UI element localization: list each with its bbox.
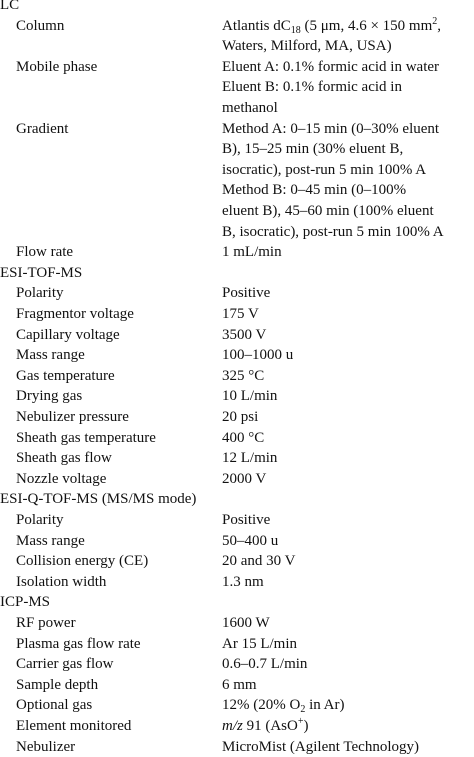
row-element-monitored: [0, 716, 474, 737]
row-nozzle-voltage: [0, 469, 474, 490]
row-mobile-phase: [0, 57, 474, 78]
section-title-esi-qtof: ESI-Q-TOF-MS (MS/MS mode): [0, 491, 197, 508]
param-label: Carrier gas flow: [16, 656, 114, 673]
param-label: Sheath gas flow: [16, 450, 112, 467]
param-value: 1600 W: [222, 615, 270, 631]
param-label: Optional gas: [16, 697, 93, 714]
param-value: 100–1000 u: [222, 347, 294, 364]
param-value: 50–400 u: [222, 532, 279, 549]
row-capillary-voltage: [0, 325, 474, 346]
row-gas-temperature: [0, 366, 474, 387]
param-value: 12% (20% $O_2$ in Ar): [222, 697, 345, 716]
row-rf-power: [0, 613, 474, 634]
row-collision-energy: [0, 551, 474, 572]
param-label: Nozzle voltage: [16, 470, 107, 487]
param-value: 6 mm: [222, 676, 257, 693]
param-label: Nebulizer pressure: [16, 409, 129, 425]
param-label: Capillary voltage: [16, 326, 120, 343]
param-value: 20 and 30 V: [222, 553, 296, 570]
row-mass-range: [0, 531, 474, 552]
param-label: Mobile phase: [16, 58, 98, 75]
section-esi-qtof: [0, 489, 474, 510]
param-label: Plasma gas flow rate: [16, 635, 141, 652]
section-title-esi-tof: ESI-TOF-MS: [0, 264, 83, 281]
param-label: Mass range: [16, 532, 85, 549]
param-label: Isolation width: [16, 573, 107, 590]
param-value-cont: isocratic), post-run 5 min 100% A: [222, 161, 427, 178]
section-lc: [0, 0, 474, 16]
param-label: Nebulizer: [16, 738, 76, 755]
param-value: Atlantis $dC_{18}$ (5 μm, 4.6 × 150 $mm^2$,: [222, 15, 442, 36]
param-label: Fragmentor voltage: [16, 306, 134, 322]
param-value: 1.3 nm: [222, 573, 264, 590]
param-label: Sample depth: [16, 676, 99, 693]
param-value-cont: Method B: 0–45 min (0–100%: [222, 182, 407, 199]
param-value: 0.6–0.7 L/min: [222, 656, 308, 673]
param-value-cont: methanol: [222, 100, 278, 116]
param-value: 175 V: [222, 306, 259, 322]
row-optional-gas: [0, 695, 474, 716]
section-icp-ms: [0, 592, 474, 613]
param-value: 1 mL/min: [222, 244, 282, 261]
param-label: Drying gas: [16, 388, 83, 405]
param-value: 3500 V: [222, 326, 267, 343]
row-nebulizer: [0, 737, 474, 757]
param-label: RF power: [16, 615, 76, 631]
row-polarity: [0, 510, 474, 531]
row-column: [0, 16, 474, 37]
row-nebulizer-pressure: [0, 407, 474, 428]
param-value: Positive: [222, 512, 271, 528]
param-value-cont: B), 15–25 min (30% eluent B,: [222, 141, 404, 158]
row-fragmentor-voltage: [0, 304, 474, 325]
param-label: Flow rate: [16, 244, 74, 261]
param-value: 20 psi: [222, 409, 259, 425]
section-title-lc: LC: [0, 0, 20, 13]
param-label: Gradient: [16, 120, 69, 137]
param-value-cont: Waters, Milford, MA, USA): [222, 38, 392, 55]
param-label: Polarity: [16, 512, 64, 528]
section-title-icp-ms: ICP-MS: [0, 594, 51, 611]
param-value: Ar 15 L/min: [222, 635, 297, 652]
param-label: Gas temperature: [16, 367, 115, 384]
param-value: 400 °C: [222, 429, 265, 446]
param-value-cont: B, isocratic), post-run 5 min 100% A: [222, 223, 444, 240]
param-label: Collision energy (CE): [16, 553, 149, 570]
param-value-cont: eluent B), 45–60 min (100% eluent: [222, 203, 434, 219]
param-value: 12 L/min: [222, 450, 278, 467]
param-value: m/z 91 (AsO+): [222, 716, 309, 734]
param-value: 2000 V: [222, 470, 267, 487]
param-value: Eluent A: 0.1% formic acid in water: [222, 58, 440, 75]
param-label: Column: [16, 17, 65, 34]
param-label: Sheath gas temperature: [16, 429, 156, 446]
row-flow-rate: [0, 242, 474, 263]
row-sample-depth: [0, 675, 474, 696]
param-value: 10 L/min: [222, 388, 278, 405]
row-gradient: [0, 119, 474, 140]
row-isolation-width: [0, 572, 474, 593]
row-sheath-gas-temperature: [0, 428, 474, 449]
row-drying-gas: [0, 386, 474, 407]
param-value: MicroMist (Agilent Technology): [222, 738, 419, 755]
param-value: Method A: 0–15 min (0–30% eluent: [222, 120, 440, 137]
row-sheath-gas-flow: [0, 448, 474, 469]
row-carrier-gas-flow: [0, 654, 474, 675]
param-value: Positive: [222, 285, 271, 302]
param-label: Polarity: [16, 285, 64, 302]
section-esi-tof: [0, 263, 474, 284]
row-polarity: [0, 283, 474, 304]
param-label: Mass range: [16, 347, 85, 364]
param-value: 325 °C: [222, 367, 265, 384]
row-mass-range: [0, 345, 474, 366]
row-plasma-gas-flow-rate: [0, 634, 474, 655]
param-label: Element monitored: [16, 718, 132, 734]
param-value-cont: Eluent B: 0.1% formic acid in: [222, 79, 402, 96]
